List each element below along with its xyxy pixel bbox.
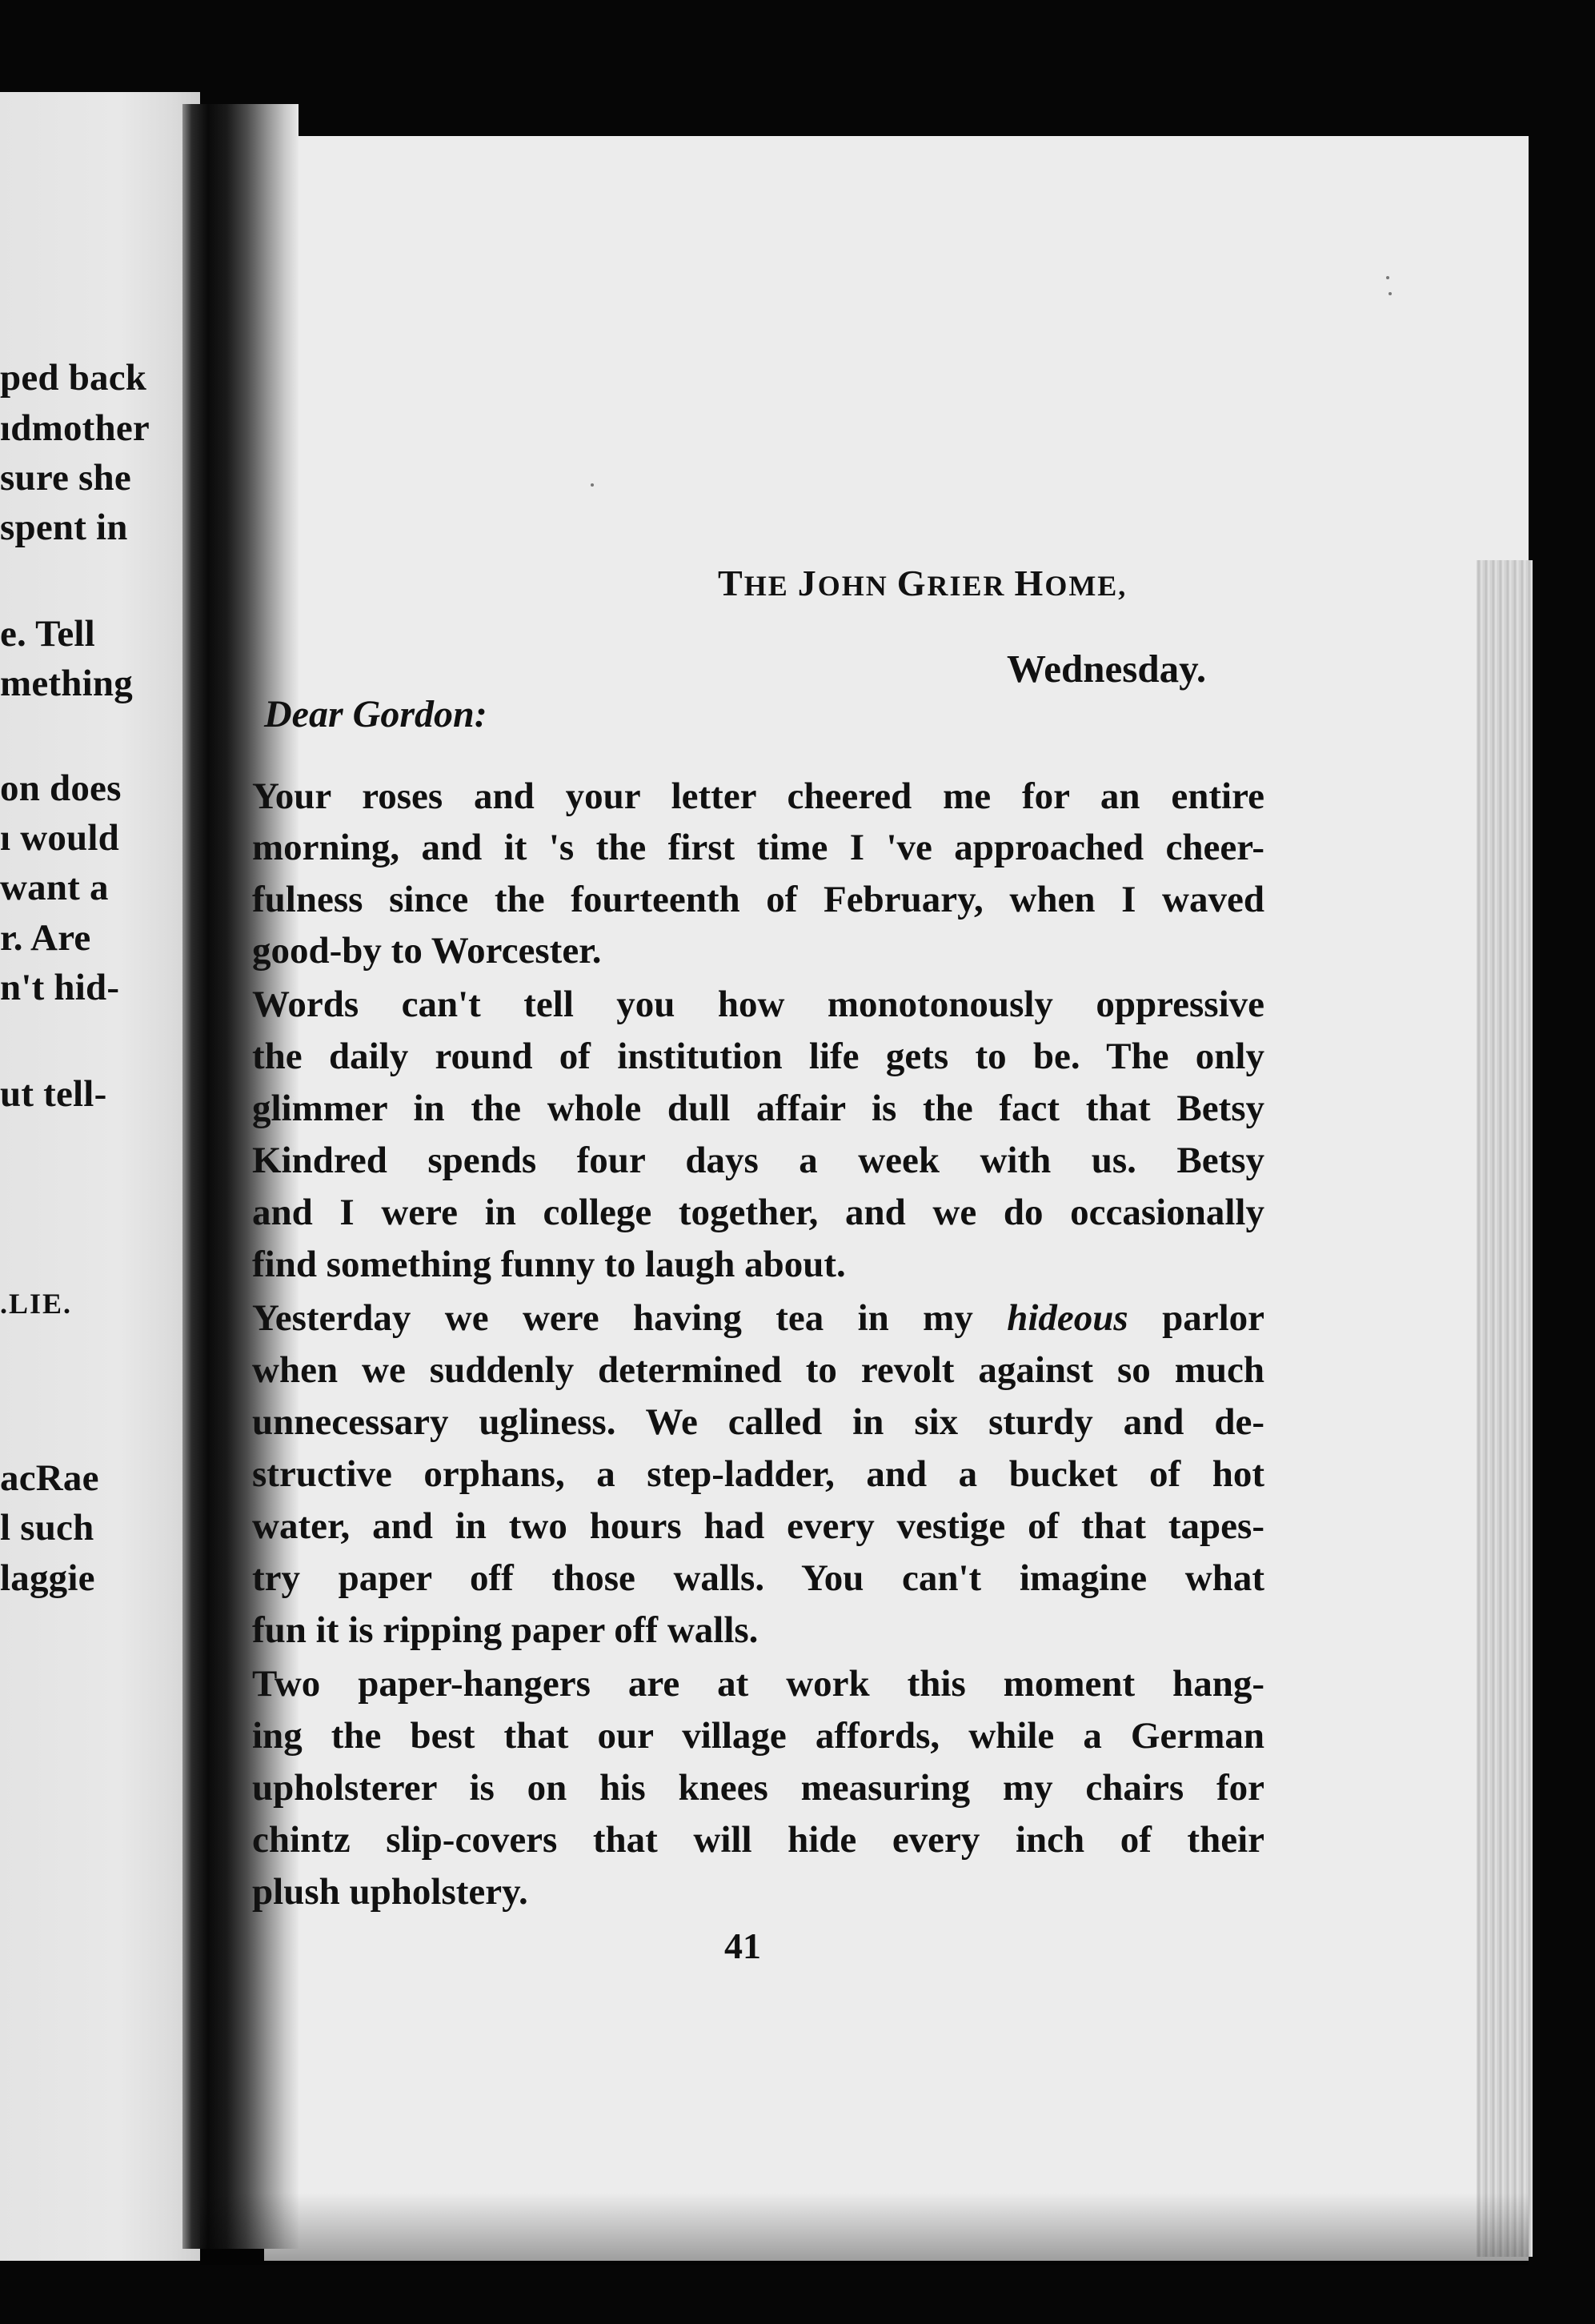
heading-part: G [896,563,928,603]
left-page-line: l such [0,1507,94,1549]
left-page-line: acRae [0,1457,99,1499]
body-text: Yesterday we were having tea in my [252,1297,973,1339]
body-line: fun it is ripping paper off walls. [252,1609,759,1651]
heading-part: T [718,563,744,603]
heading-part: J [797,563,818,603]
letter-dateline: Wednesday. [1007,647,1207,691]
page-edge-stack [1477,560,1533,2257]
left-page-line: ı would [0,817,119,859]
letter-salutation: Dear Gordon: [264,693,487,735]
body-line: when we suddenly determined to revolt against so much [252,1349,1264,1391]
body-line: chintz slip-covers that will hide every inch of their [252,1819,1264,1861]
body-line: and I were in college together, and we do occasionally [252,1192,1264,1233]
left-page-line: mething [0,663,133,704]
left-page-line: e. Tell [0,613,95,655]
left-page-line: want a [0,867,109,908]
left-facing-page [0,92,200,2261]
body-line: fulness since the fourteenth of February, when I waved [252,879,1264,920]
body-line: plush upholstery. [252,1871,528,1913]
left-page-line: on does [0,767,122,809]
left-page-line: laggie [0,1557,95,1599]
heading-part: HE [743,570,798,602]
scan-speck [591,483,594,487]
left-page-line: r. Are [0,917,91,959]
page-number: 41 [724,1925,761,1966]
scan-speck [1386,276,1389,279]
scan-speck [1389,292,1392,295]
body-line: upholsterer is on his knees measuring my chairs for [252,1767,1264,1809]
left-page-line: ut tell- [0,1073,107,1115]
left-page-line: ıdmother [0,407,150,449]
left-page-line: ped back [0,357,147,399]
body-line: good-by to Worcester. [252,930,602,972]
left-page-line: spent in [0,507,128,548]
heading-part: RIER [927,570,1015,602]
bottom-shadow [200,2193,1529,2265]
body-line: water, and in two hours had every vestige of that tapes- [252,1505,1264,1547]
body-line: unnecessary ugliness. We called in six sturdy and de- [252,1401,1264,1443]
left-page-line: .LIE. [0,1288,73,1320]
left-page-line: n't hid- [0,967,120,1008]
body-line: glimmer in the whole dull affair is the fact that Betsy [252,1088,1264,1129]
body-text: parlor [1128,1297,1264,1339]
heading-part: H [1014,563,1045,603]
heading-part: OME, [1044,570,1128,602]
body-line: structive orphans, a step-ladder, and a bucket of hot [252,1453,1264,1495]
heading-part: OHN [817,570,897,602]
left-page-line: sure she [0,457,131,499]
body-line: find something funny to laugh about. [252,1244,846,1285]
body-line: ing the best that our village affords, while a German [252,1715,1264,1757]
body-line: Two paper-hangers are at work this moment hang- [252,1663,1264,1705]
body-line-with-italic [252,1294,1264,1342]
body-line: Your roses and your letter cheered me for an entire [252,775,1264,817]
body-line: try paper off those walls. You can't imagine what [252,1557,1264,1599]
body-line: Words can't tell you how monotonously oppressive [252,984,1264,1025]
body-line: morning, and it 's the first time I 've approached cheer- [252,827,1264,868]
body-line: Kindred spends four days a week with us. Betsy [252,1140,1264,1181]
italic-emphasis: hideous [1007,1297,1128,1339]
letter-heading [718,562,1127,604]
body-line: the daily round of institution life gets to be. The only [252,1036,1264,1077]
